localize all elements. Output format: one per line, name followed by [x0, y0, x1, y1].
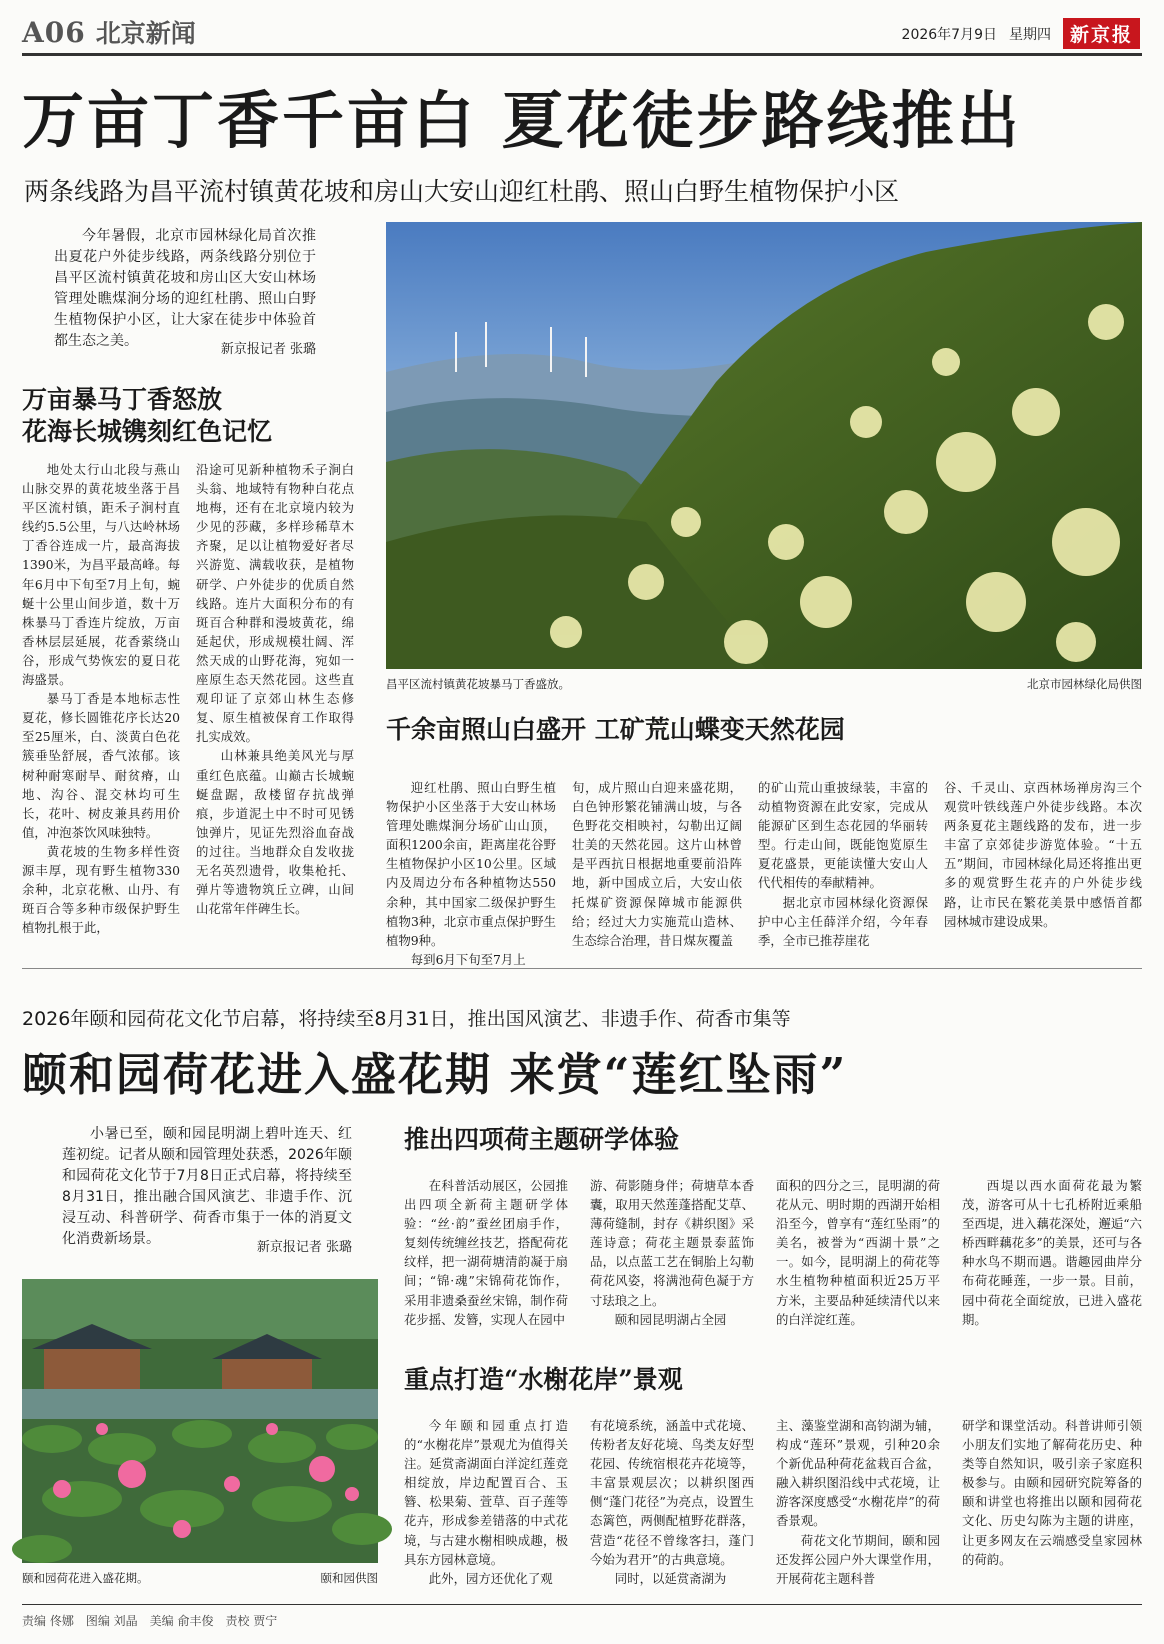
paragraph: 颐和园昆明湖占全园 — [614, 1311, 727, 1327]
story2-kicker: 2026年颐和园荷花文化节启幕，将持续至8月31日，推出国风演艺、非遗手作、荷香市集等 — [22, 1008, 791, 1030]
paragraph: 谷、千灵山、京西林场禅房沟三个观赏叶铁线莲户外徒步线路。本次两条夏花主题线路的发布，进一步丰富了京郊徒步游览体验。“十五五”期间，市园林绿化局还将推出更多的观赏野生花卉的户外徒步线路，让市民在繁花美景中感悟首都园林城市建设成果。 — [944, 780, 1142, 929]
paragraph: 迎红杜鹃、照山白野生植物保护小区坐落于大安山林场管理处瞧煤涧分场矿山山顶，面积1200余亩，距离崖花谷野生植物保护小区10公里。区域内及周边分布各种植物达550余种，其中国家二级保护野生植物3种，北京市重点保护野生植物9种。 — [386, 780, 556, 948]
story2-subheading-2: 重点打造“水榭花岸”景观 — [404, 1365, 683, 1394]
story1-photo-credit: 北京市园林绿化局供图 — [1027, 677, 1142, 691]
footer-editor: 责编 佟娜 — [22, 1614, 74, 1628]
story2-column-6 — [590, 1416, 754, 1592]
paragraph: 地处太行山北段与燕山山脉交界的黄花坡坐落于昌平区流村镇，距禾子涧村直线约5.5公里，与八达岭林场丁香谷连成一片，最高海拔1390米，为昌平最高峰。每年6月中下旬至7月上旬，蜿蜒十公里山间步道，数十万株暴马丁香连片绽放，万亩香林层层延展，花香萦绕山谷，形成气势恢宏的夏日花海盛景。 — [22, 462, 180, 688]
paragraph: 游、荷影随身伴；荷塘草本香囊，取用天然莲蓬搭配艾草、薄荷缝制，封存《耕织图》采莲诗意；荷花主题景泰蓝饰品，以点蓝工艺在铜胎上勾勒荷花风姿，将满池荷色凝于方寸珐琅之上。 — [590, 1178, 754, 1308]
issue-weekday: 星期四 — [1008, 26, 1051, 43]
story2-column-7 — [776, 1416, 940, 1592]
paragraph: 据北京市园林绿化资源保护中心主任薛洋介绍，今年春季，全市已推荐崖花 — [758, 894, 928, 948]
paragraph: 有花境系统，涵盖中式花境、传粉者友好花境、鸟类友好型花园、传统宿根花卉花境等，丰富景观层次；以耕织图西侧“蓬门花径”为亮点，设置生态篱笆，两侧配植野花群落，营造“花径不曾缘客扫，蓬门今始为君开”的古典意境。 — [590, 1418, 754, 1567]
story1-photo-caption: 昌平区流村镇黄花坡暴马丁香盛放。 — [386, 677, 570, 691]
page-footer — [22, 1612, 277, 1629]
paragraph: 的矿山荒山重披绿装，丰富的动植物资源在此安家，完成从能源矿区到生态花园的华丽转型。行走山间，既能饱览原生夏花盛景，更能读懂大安山人代代相传的奉献精神。 — [758, 780, 928, 891]
paragraph: 研学和课堂活动。科普讲师引领小朋友们实地了解荷花历史、种类等自然知识，吸引亲子家庭积极参与。由颐和园研究院筹备的颐和讲堂也将推出以颐和园荷花文化、历史勾陈为主题的讲座，让更多网友在云端感受皇家园林的荷韵。 — [962, 1418, 1142, 1567]
subheading-line-1: 万亩暴马丁香怒放 — [22, 385, 223, 414]
paragraph: 荷花文化节期间，颐和园还发挥公园户外大课堂作用，开展荷花主题科普 — [776, 1532, 940, 1586]
story1-byline: 新京报记者 张璐 — [220, 342, 316, 357]
paragraph: 每到6月下旬至7月上 — [410, 951, 526, 967]
story2-column-5 — [404, 1416, 568, 1592]
paragraph: 此外，园方还优化了观 — [428, 1570, 553, 1586]
footer-photo-editor: 图编 刘晶 — [85, 1614, 138, 1628]
mountain-lilac-photo — [386, 222, 1142, 669]
story1-column-3 — [386, 778, 556, 967]
header-rule — [22, 53, 1142, 56]
subheading-line-2: 花海长城镌刻红色记忆 — [22, 417, 273, 446]
page-header-left — [22, 14, 196, 48]
story1-column-5 — [758, 778, 928, 948]
story1-column-1 — [22, 460, 180, 936]
story1-photo — [386, 222, 1142, 669]
story2-photo-caption: 颐和园荷花进入盛花期。 — [22, 1571, 149, 1585]
paragraph: 沿途可见新种植物禾子涧白头翁、地域特有物种白花点地梅，还有在北京境内较为少见的莎藏，多样珍稀草木齐聚，足以让植物爱好者尽兴游览、满载收获，是植物研学、户外徒步的优质自然线路。连片大面积分布的有斑百合种群和漫坡黄花，绵延起伏，形成规模壮阔、浑然天成的山野花海，宛如一座原生态天然花园。这些直观印证了京郊山林生态修复、原生植被保育工作取得扎实成效。 — [196, 462, 354, 745]
paragraph: 在科普活动展区，公园推出四项全新荷主题研学体验：“丝·韵”蚕丝团扇手作，复刻传统缠丝技艺，搭配荷花纹样，把一湖荷塘清韵凝于扇间；“锦·魂”宋锦荷花饰作，采用非遗桑蚕丝宋锦，制作荷花步摇、发簪，实现人在园中 — [404, 1178, 568, 1327]
footer-proofreader: 责校 贾宁 — [225, 1614, 278, 1628]
story1-column-4 — [572, 778, 742, 948]
story1-subheading-2: 千余亩照山白盛开 工矿荒山蝶变天然花园 — [386, 715, 845, 744]
section-name: 北京新闻 — [95, 19, 196, 48]
story2-intro: 小暑已至，颐和园昆明湖上碧叶连天、红莲初绽。记者从颐和园管理处获悉，2026年颐和园荷花文化节于7月8日正式启幕，将持续至8月31日，推出融合国风演艺、非遗手作、沉浸互动、科普研学、荷香市集于一体的消夏文化消费新场景。 — [62, 1126, 352, 1247]
story2-column-3 — [776, 1176, 940, 1336]
story2-column-2 — [590, 1176, 754, 1336]
newspaper-logo: 新京报 — [1063, 18, 1140, 49]
issue-date: 2026年7月9日 — [901, 26, 997, 43]
story1-headline: 万亩丁香千亩白 夏花徒步路线推出 — [22, 84, 1022, 157]
story1-intro: 今年暑假，北京市园林绿化局首次推出夏花户外徒步线路，两条线路分别位于昌平区流村镇黄花坡和房山区大安山林场管理处瞧煤涧分场的迎红杜鹃、照山白野生植物保护小区，让大家在徒步中体验首都生态之美。 — [54, 228, 316, 349]
page-header-right — [902, 18, 1140, 49]
lotus-pavilion-photo — [22, 1279, 378, 1563]
story1-column-6 — [944, 778, 1142, 936]
paragraph: 同时，以延赏斋湖为 — [614, 1570, 727, 1586]
story1-subhead: 两条线路为昌平流村镇黄花坡和房山大安山迎红杜鹃、照山白野生植物保护小区 — [24, 177, 900, 206]
paragraph: 西堤以西水面荷花最为繁茂，游客可从十七孔桥附近乘船至西堤，进入藕花深处，邂逅“六桥西畔藕花多”的美景，还可与各种水鸟不期而遇。谐趣园曲岸分布荷花睡莲，一步一景。目前，园中荷花全面绽放，已进入盛花期。 — [962, 1178, 1142, 1327]
story-divider — [22, 968, 1142, 969]
story2-column-4 — [962, 1176, 1142, 1336]
story1-column-2 — [196, 460, 354, 930]
footer-rule — [22, 1604, 1142, 1605]
story2-subheading-1: 推出四项荷主题研学体验 — [404, 1125, 680, 1154]
story2-byline: 新京报记者 张璐 — [256, 1240, 352, 1255]
paragraph: 旬，成片照山白迎来盛花期，白色钟形繁花铺满山坡，与各色野花交相映衬，勾勒出辽阔壮美的天然花园。这片山林曾是平西抗日根据地重要前沿阵地，新中国成立后，大安山依托煤矿资源保障城市能源供给；经过大力实施荒山造林、生态综合治理，昔日煤灰覆盖 — [572, 780, 742, 948]
story2-headline: 颐和园荷花进入盛花期 来赏“莲红坠雨” — [22, 1048, 848, 1101]
paragraph: 山林兼具绝美风光与厚重红色底蕴。山巅古长城蜿蜒盘踞，敌楼留存抗战弹痕，步道泥土中不时可见锈蚀弹片，见证先烈浴血奋战的过往。当地群众自发收拢无名英烈遗骨，收集枪托、弹片等遗物筑丘立碑，山间山花常年伴碑生长。 — [196, 748, 354, 917]
page-number: A06 — [22, 16, 86, 49]
footer-art-editor: 美编 俞丰俊 — [149, 1614, 214, 1628]
paragraph: 主、藻鉴堂湖和高钧湖为辅，构成“莲环”景观，引种20余个新优品种荷花盆栽百合盆，融入耕织图沿线中式花境，让游客深度感受“水榭花岸”的荷香景观。 — [776, 1418, 940, 1529]
paragraph: 暴马丁香是本地标志性夏花，修长圆锥花序长达20至25厘米，白、淡黄白色花簇垂坠舒展，香气浓郁。该树种耐寒耐旱、耐贫瘠，山地、沟谷、混交林均可生长，花叶、树皮兼具药用价值，冲泡茶饮风味独特。 — [22, 691, 180, 840]
story2-column-1 — [404, 1176, 568, 1336]
story2-photo — [22, 1279, 378, 1563]
paragraph: 面积的四分之三，昆明湖的荷花从元、明时期的西湖开始相沿至今，曾享有“莲红坠雨”的美名，被誉为“西湖十景”之一。如今，昆明湖上的荷花等水生植物种植面积近25万平方米，主要品种延续清代以来的白洋淀红莲。 — [776, 1178, 940, 1327]
story2-column-8 — [962, 1416, 1142, 1592]
story2-photo-credit: 颐和园供图 — [320, 1571, 378, 1585]
story1-subheading-1 — [22, 384, 272, 448]
paragraph: 今年颐和园重点打造的“水榭花岸”景观尤为值得关注。延赏斋湖面白洋淀红莲竞相绽放，岸边配置百合、玉簪、松果菊、萱草、百子莲等花卉，形成参差错落的中式花境，与古建水榭相映成趣，极具东方园林意境。 — [404, 1418, 568, 1567]
paragraph: 黄花坡的生物多样性资源丰厚，现有野生植物330余种，北京花楸、山丹、有斑百合等多种市级保护野生植物扎根于此， — [22, 843, 180, 936]
